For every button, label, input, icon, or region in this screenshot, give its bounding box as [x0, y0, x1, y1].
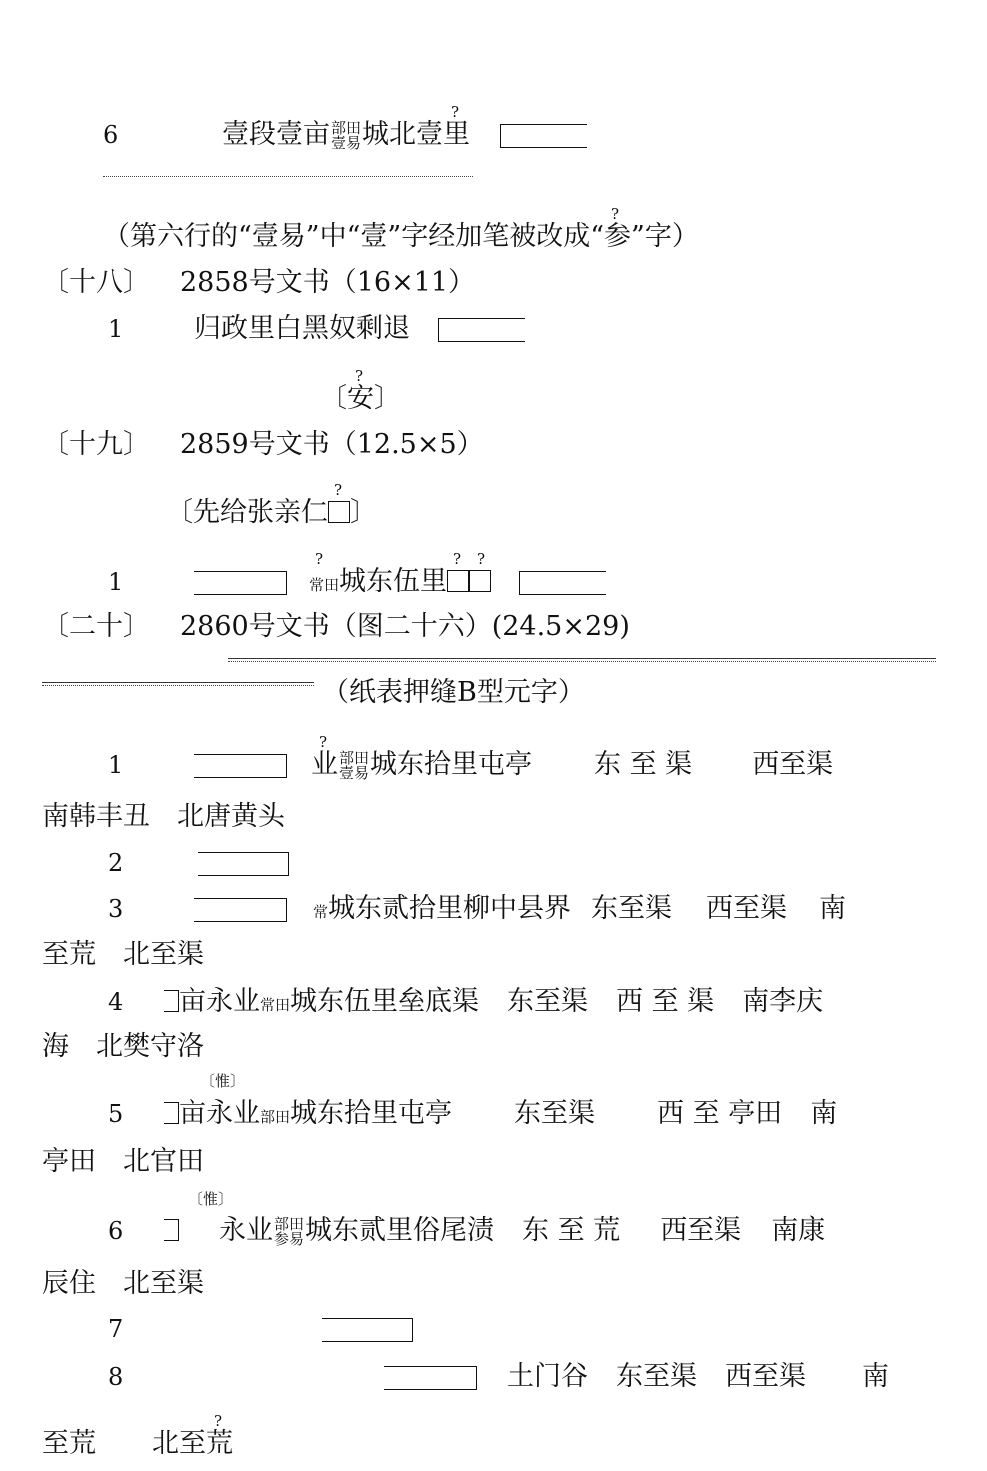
line-number: 6	[103, 121, 119, 149]
doc20-row-3-cont: 至荒 北至渠	[42, 939, 204, 970]
seam-rule-upper-dots	[228, 661, 936, 662]
missing-char-box	[328, 501, 350, 523]
line-number: 4	[108, 988, 124, 1016]
lacuna-mark	[438, 318, 525, 342]
line-number: 5	[108, 1100, 124, 1128]
lacuna-mark	[519, 571, 606, 595]
lacuna-bracket	[164, 990, 179, 1012]
stacked-annotation: 部田 壹易	[331, 118, 362, 152]
seam-rule-lower-dots	[42, 685, 314, 686]
line-number: 2	[108, 849, 124, 877]
lacuna-mark	[384, 1366, 477, 1390]
line-number: 7	[108, 1315, 124, 1343]
row-text: 归政里白黑奴剩退	[194, 313, 410, 344]
line-number: 6	[108, 1217, 124, 1245]
annotation-wei: 〔惟〕	[188, 1190, 234, 1208]
doc-heading-18: 〔十八〕 2858号文书（16×11）	[42, 267, 476, 298]
lacuna-mark	[322, 1318, 413, 1342]
lacuna-bracket	[164, 1102, 179, 1124]
doc-heading-20: 〔二十〕 2860号文书（图二十六）(24.5×29)	[42, 611, 630, 642]
lacuna-mark	[194, 898, 287, 922]
uncertain-char: ? 参	[604, 205, 632, 252]
doc-heading-19: 〔十九〕 2859号文书（12.5×5）	[42, 429, 484, 460]
doc20-row-6-cont: 辰住 北至渠	[42, 1268, 204, 1299]
lacuna-mark	[198, 852, 289, 876]
line-number: 1	[108, 568, 124, 596]
doc20-row-5-cont: 亭田 北官田	[42, 1146, 204, 1177]
row-text: 城北壹	[362, 119, 444, 150]
line-number: 8	[108, 1363, 124, 1391]
uncertain-mark: ?	[451, 103, 460, 121]
lacuna-mark	[194, 571, 287, 595]
seam-rule-upper	[228, 658, 936, 659]
dotted-rule	[103, 176, 473, 177]
lacuna-bracket	[164, 1219, 179, 1241]
doc20-row-4-cont: 海 北樊守洛	[42, 1031, 204, 1062]
doc20-row-8-cont: 至荒 北至 ? 荒	[42, 1412, 233, 1459]
row-text: 壹段壹亩	[222, 119, 330, 150]
seam-rule-lower	[42, 682, 314, 683]
line-number: 1	[108, 315, 124, 343]
editor-note: （第六行的“壹易”中“壹”字经加笔被改成“ ? 参”字）	[103, 205, 699, 252]
seal-note: （纸表押缝B型元字）	[322, 677, 585, 708]
line-number: 3	[108, 895, 124, 923]
lacuna-mark	[500, 124, 587, 148]
uncertain-char: ? 里	[443, 103, 471, 150]
annotation-xian: 〔先给张亲仁 ? 〕	[166, 481, 377, 528]
annotation-wei: 〔惟〕	[200, 1072, 246, 1090]
doc20-row-1-cont: 南韩丰丑 北唐黄头	[42, 801, 285, 832]
lacuna-mark	[194, 754, 287, 778]
annotation-an: 〔 ? 安〕	[320, 367, 401, 414]
line-number: 1	[108, 751, 124, 779]
